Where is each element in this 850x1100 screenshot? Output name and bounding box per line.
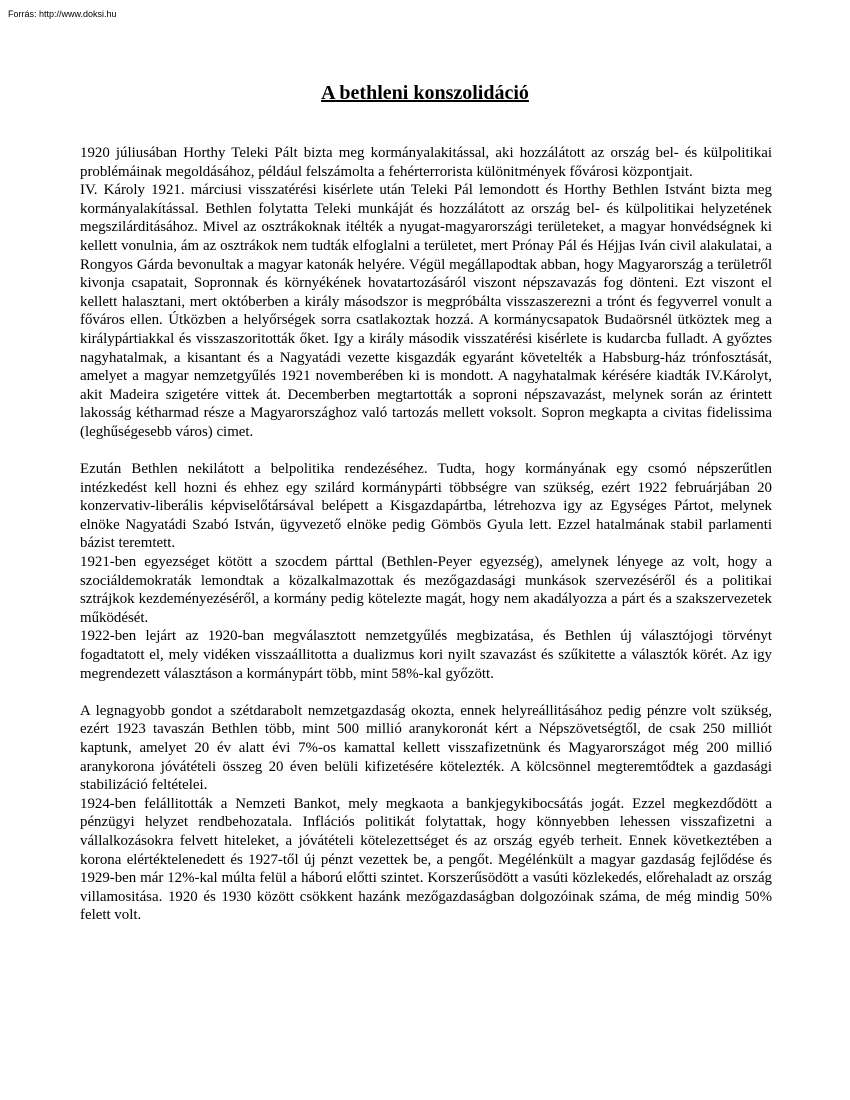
paragraph-economy-loan: A legnagyobb gondot a szétdarabolt nemzetgazdaság okozta, ennek helyreállitásához pedig pénzre volt szükség, ezért 1923 tavaszán Bethlen több, mint 500 millió aranykoronát kért a Népszövetségtől, de csak 250 milliót kaptunk, amelyet 20 év alatt évi 7%-os kamattal kellett visszafizetnünk és Magyarországot még 200 millió aranykorona jóvátételi összeg 20 éven belüli kifizetésére kötelezték. A kölcsönnel megteremtődtek a gazdasági stabilizáció feltételei. (80, 702, 772, 794)
paragraph-national-bank: 1924-ben felállitották a Nemzeti Bankot, mely megkaota a bankjegykibocsátás jogát. Ezzel megkezdődött a pénzügyi helyzet rendbehozatala. Inflációs politikát folytattak, hogy könnyebben lehessen visszafizetni a vállalkozásokra felvett hiteleket, a jóvátételi kötelezettséget és az ország egyéb terheit. Ennek következtében a korona elértéktelenedett és 1927-től új pénzt vezettek be, a pengőt. Megélénkült a magyar gazdaság fejlődése és 1929-ben már 12%-kal múlta felül a háború előtti szintet. Korszerűsödött a vasúti közlekedés, előrehaladt az ország villamositása. 1920 és 1930 között csökkent hazánk mezőgazdaságban dolgozóinak száma, de még mindig 50% felett volt. (80, 795, 772, 924)
paragraph-karoly-return: IV. Károly 1921. márciusi visszatérési kisérlete után Teleki Pál lemondott és Horthy Bethlen Istvánt bizta meg kormányalakítással. Bethlen folytatta Teleki munkáját és hozzálátott az ország bel- és külpolitikai helyzetének megszilárditásához. Mivel az osztrákoknak itélték a nyugat-magyarországi területeket, a magyar honvédségnek ki kellett vonulnia, ám az osztrákok nem tudták elfoglalni a területet, mert Prónay Pál és Héjjas Iván civil alakulatai, a Rongyos Gárda bevonultak a magyar katonák helyére. Végül megállapodtak abban, hogy Magyarország a területről kivonja csapatait, Sopronnak és környékének hovatartozásáról viszont népszavazás fog dönteni. Ezt viszont el kellett halasztani, mert októberben a király másodszor is megpróbálta visszaszerezni a trónt és fegyverrel vonult a főváros ellen. Útközben a helyőrségek sorra csatlakoztak hozzá. A kormánycsapatok Budaörsnél ütköztek meg a királypártiakkal és visszaszoritották őket. Igy a király második visszatérési kisérlete is kudarcba fulladt. A győztes nagyhatalmak, a kisantant és a Nagyatádi vezette kisgazdák egyaránt követelték a Habsburg-ház trónfosztását, amelyet a magyar nemzetgyűlés 1921 novemberében ki is mondott. A nagyhatalmak kérésére kiadták IV.Károlyt, akit Madeira szigetére vittek át. Decemberben megtartották a soproni népszavazást, melynek során az érintett lakosság kétharmad része a Magyarországhoz való tartozás mellett voksolt. Sopron megkapta a civitas fidelissima (leghűségesebb város) cimet. (80, 182, 772, 440)
document-body (80, 144, 772, 925)
page-title: A bethleni konszolidáció (321, 82, 529, 104)
paragraph-domestic-politics: Ezután Bethlen nekilátott a belpolitika rendezéséhez. Tudta, hogy kormányának egy csomó népszerűtlen intézkedést kell hozni és ehhez egy szilárd kormánypárti többségre van szükség, ezért 1922 februárjában 20 konzervativ-liberális képviselőtársával belépett a Kisgazdapártba, létrehozva igy az Egységes Pártot, melynek elnöke Nagyatádi Szabó István, ügyvezető elnöke pedig Gömbös Gyula lett. Ezzel hatalmának stabil parlamenti bázist teremtett. (80, 461, 772, 552)
paragraph-teleki: 1920 júliusában Horthy Teleki Pált bizta meg kormányalakitással, aki hozzálátott az ország bel- és külpolitikai problémáinak megoldásához, például felszámolta a fehérterrorista különitmények fővárosi központjait. (80, 145, 772, 180)
paragraph-election-law: 1922-ben lejárt az 1920-ban megválasztott nemzetgyűlés megbizatása, és Bethlen új választójogi törvényt fogadtatott el, mely vidéken visszaállitotta a dualizmus kori nyilt szavazást és szűkitette a választók körét. Az igy megrendezett választáson a kormánypárt több, mint 58%-kal győzött. (80, 628, 772, 682)
paragraph-bethlen-peyer: 1921-ben egyezséget kötött a szocdem párttal (Bethlen-Peyer egyezség), amelynek lényege az volt, hogy a szociáldemokraták lemondtak a közalkalmazottak és mezőgazdasági munkások szervezéséről és a politikai sztrájkok kezdeményezéséről, a kormány pedig kötelezte magát, hogy nem akadályozza a párt és a szakszervezetek működését. (80, 554, 772, 626)
source-header: Forrás: http://www.doksi.hu (8, 9, 117, 19)
